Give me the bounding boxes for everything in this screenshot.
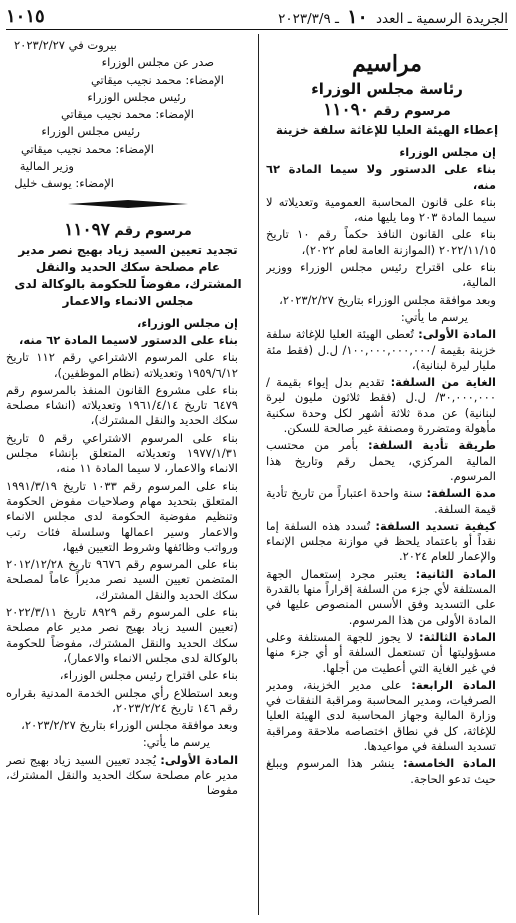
signature-block (6, 38, 250, 192)
signature-4: الإمضاء: يوسف خليل (14, 176, 114, 191)
advance-goal-label: الغاية من السلفة: (390, 375, 496, 390)
left-decree-subject: تجديد تعيين السيد زياد بهيج نصر مدير عام مصلحة سكك الحديد والنقل المشترك، مفوضاً للحكومة بالوكالة لدى مجلس الانماء والاعمار (14, 242, 242, 308)
repayment-text: تُسدد هذه السلفة إما نقداً أو باعتماد يلحظ في موازنة مجلس الإنماء والإعمار للعام ٢٠٢٤. (266, 518, 496, 564)
article-1-text: تُعطى الهيئة العليا للإغاثة سلفة خزينة بقيمة /١٠٠,٠٠٠,٠٠٠,٠٠٠/ ل.ل (فقط مئة مليار ليرة لبنانية)، (266, 327, 496, 372)
payment-method-label: طريقة تأدية السلفة: (367, 438, 496, 453)
article-4 (266, 678, 508, 754)
decree-label: مرسوم رقم (373, 104, 451, 119)
decree-subject: إعطاء الهيئة العليا للإغاثة سلفة خزينة (275, 123, 499, 137)
article-2-label: المادة الثانية: (415, 566, 496, 581)
advance-goal (266, 375, 508, 436)
left-article-1-label: المادة الأولى: (160, 752, 239, 767)
left-decree-number-line (6, 220, 250, 242)
left-preamble-appointment-2022: بناء على المرسوم رقم ٨٩٢٩ تاريخ ٢٠٢٢/٣/١١ (تعيين السيد زياد بهيج نصر مدير عام مصلحة سكك الحديد والنقل المشترك، مفوضاً للحكومة بالوكالة لدى مجلس الانماء والاعمار)، (6, 605, 238, 665)
decree-formula: يرسم ما يأتي: (400, 309, 468, 324)
signature-3: الإمضاء: محمد نجيب ميقاتي (20, 141, 154, 156)
signature-1: الإمضاء: محمد نجيب ميقاتي (90, 72, 224, 87)
signature-title-1: رئيس مجلس الوزراء (87, 89, 186, 104)
decree-number: ١١٠٩٠ (323, 100, 369, 120)
article-5 (266, 756, 508, 787)
right-column (266, 36, 508, 917)
authority-heading: رئاسة مجلس الوزراء (311, 80, 463, 98)
signature-title-2: رئيس مجلس الوزراء (41, 124, 140, 139)
signature-title-3: وزير المالية (19, 159, 74, 174)
article-3 (266, 630, 508, 676)
article-3-label: المادة الثالثة: (418, 629, 496, 644)
issue-number: ١٠ (347, 5, 368, 28)
section-heading: مراسيم (352, 51, 422, 77)
advance-payment-method (266, 438, 508, 484)
section-separator (6, 196, 250, 214)
article-4-label: المادة الرابعة: (411, 677, 497, 692)
article-1-label: المادة الأولى: (418, 327, 497, 342)
advance-goal-text: تقديم بدل إيواء بقيمة /٣٠,٠٠٠,٠٠٠/ ل.ل (فقط ثلاثون مليون ليرة لبنانية) عن مدة ثلاثة أشهر لكل وحدة سكنية مأهولة ومتضررة ومصنفة غير صالحة للسكن. (266, 375, 496, 436)
left-preamble-commissioner: بناء على المرسوم رقم ١٠٣٣ تاريخ ١٩٩١/٣/١٩ المتعلق بتحديد مهام وصلاحيات مفوض الحكومة وتنظيم مفوضية الحكومة لدى مجلس الانماء والاعمار وسير اعمالها وسلسلة فئات رتب ورواتب وظائفها وشروط التعيين فيها، (6, 478, 238, 554)
article-5-label: المادة الخامسة: (402, 756, 496, 771)
advance-term (266, 486, 508, 517)
publication-title (278, 6, 508, 28)
left-article-1 (6, 753, 250, 799)
preamble-budget-law: بناء على القانون النافذ حكماً رقم ١٠ تاريخ ٢٠٢٢/١١/١٥ (الموازنة العامة لعام ٢٠٢٢)، (266, 227, 496, 257)
column-divider (258, 34, 259, 915)
payment-method-text: بأمر من محتسب المالية المركزي، يحمل رقم وتاريخ هذا المرسوم. (266, 438, 496, 483)
left-decree-label: مرسوم رقم (114, 223, 192, 239)
page-header (6, 4, 508, 30)
article-2-text: يعتبر مجرد إستعمال الجهة المستلفة لأي جزء من السلفة إقراراً منها بالقدرة على التسديد وفق الأسس المنصوص عليها في المادة الأولى من هذا المرسوم. (266, 566, 496, 627)
advance-term-text: سنة واحدة اعتباراً من تاريخ تأدية قيمة السلفة. (266, 486, 496, 516)
left-decree-formula: يرسم ما يأتي: (142, 735, 210, 750)
preamble-approval: وبعد موافقة مجلس الوزراء بتاريخ ٢٠٢٣/٢/٢٧، (279, 292, 496, 307)
left-preamble-approval: وبعد موافقة مجلس الوزراء بتاريخ ٢٠٢٣/٢/٢٧، (21, 718, 238, 733)
left-preamble-constitution: بناء على الدستور لاسيما المادة ٦٢ منه، (19, 332, 238, 347)
article-4-text: على مدير الخزينة، ومدير الصرفيات، ومدير المحاسبة ومراقبة النفقات في وزارة المالية وجهاز المحاسبة لدى الهيئة العليا للإغاثة، كل في نطاق اختصاصه ملاحقة ومراقبة تسديد السلفة في مواعيدها. (266, 677, 496, 753)
preamble-council: إن مجلس الوزراء (399, 145, 496, 159)
left-decree-number: ١١٠٩٧ (64, 219, 110, 240)
separator-ornament (68, 199, 188, 209)
article-2 (266, 567, 508, 628)
left-column (6, 36, 250, 917)
left-article-1-text: يُجدد تعيين السيد زياد بهيج نصر مدير عام مصلحة سكك الحديد والنقل المشترك، مفوضا (6, 752, 238, 798)
issue-date: ـ ٢٠٢٣/٣/٩ (278, 10, 339, 27)
preamble-proposal: بناء على اقتراح رئيس مجلس الوزراء ووزير المالية، (266, 260, 496, 290)
publication-name: الجريدة الرسمية ـ العدد (376, 10, 508, 27)
signature-2: الإمضاء: محمد نجيب ميقاتي (60, 107, 194, 122)
left-preamble-railways: بناء على مشروع القانون المنفذ بالمرسوم رقم ٦٤٧٩ تاريخ ١٩٦١/٤/١٤ وتعديلاته (انشاء مصلحة سكك الحديد والنقل المشترك)، (6, 382, 238, 428)
article-1 (266, 327, 508, 373)
left-preamble-civil-service: وبعد استطلاع رأي مجلس الخدمة المدنية بقراره رقم ١٤٦ تاريخ ٢٠٢٣/٢/٢٤، (6, 685, 238, 715)
repayment-label: كيفية تسديد السلفة: (375, 518, 496, 533)
signature-issued-by: صدر عن مجلس الوزراء (101, 55, 214, 70)
left-preamble-civil-servants: بناء على المرسوم الاشتراعي رقم ١١٢ تاريخ ١٩٥٩/٦/١٢ وتعديلاته (نظام الموظفين)، (6, 350, 238, 380)
left-preamble-proposal: بناء على اقتراح رئيس مجلس الوزراء، (59, 668, 238, 683)
advance-repayment (266, 519, 508, 565)
preamble-accounting-law: بناء على قانون المحاسبة العمومية وتعديلاته لا سيما المادة ٢٠٣ وما يليها منه، (266, 194, 496, 225)
preamble-constitution: بناء على الدستور ولا سيما المادة ٦٢ منه، (266, 162, 496, 192)
page-number: ١٠١٥ (6, 6, 45, 27)
left-preamble-council: إن مجلس الوزراء، (136, 315, 238, 330)
place-date: بيروت في ٢٠٢٣/٢/٢٧ (14, 38, 117, 52)
decree-number-line (266, 100, 508, 122)
left-preamble-cdr: بناء على المرسوم الاشتراعي رقم ٥ تاريخ ١٩٧٧/١/٣١ وتعديلاته المتعلق بإنشاء مجلس الانماء والاعمار، لا سيما المادة ١١ منه، (6, 430, 238, 476)
left-preamble-appointment-2012: بناء على المرسوم رقم ٩٦٧٦ تاريخ ٢٠١٢/١٢/٢٨ المتضمن تعيين السيد نصر مديراً عاماً لمصلحة سكك الحديد والنقل المشترك، (6, 557, 238, 602)
article-3-text: لا يجوز للجهة المستلفة وعلى مسؤوليتها أن تستعمل السلفة أو أي جزء منها في غير الغاية التي أعطيت من أجلها. (266, 629, 496, 675)
advance-term-label: مدة السلفة: (426, 486, 497, 501)
article-5-text: ينشر هذا المرسوم ويبلغ حيث تدعو الحاجة. (266, 756, 496, 786)
